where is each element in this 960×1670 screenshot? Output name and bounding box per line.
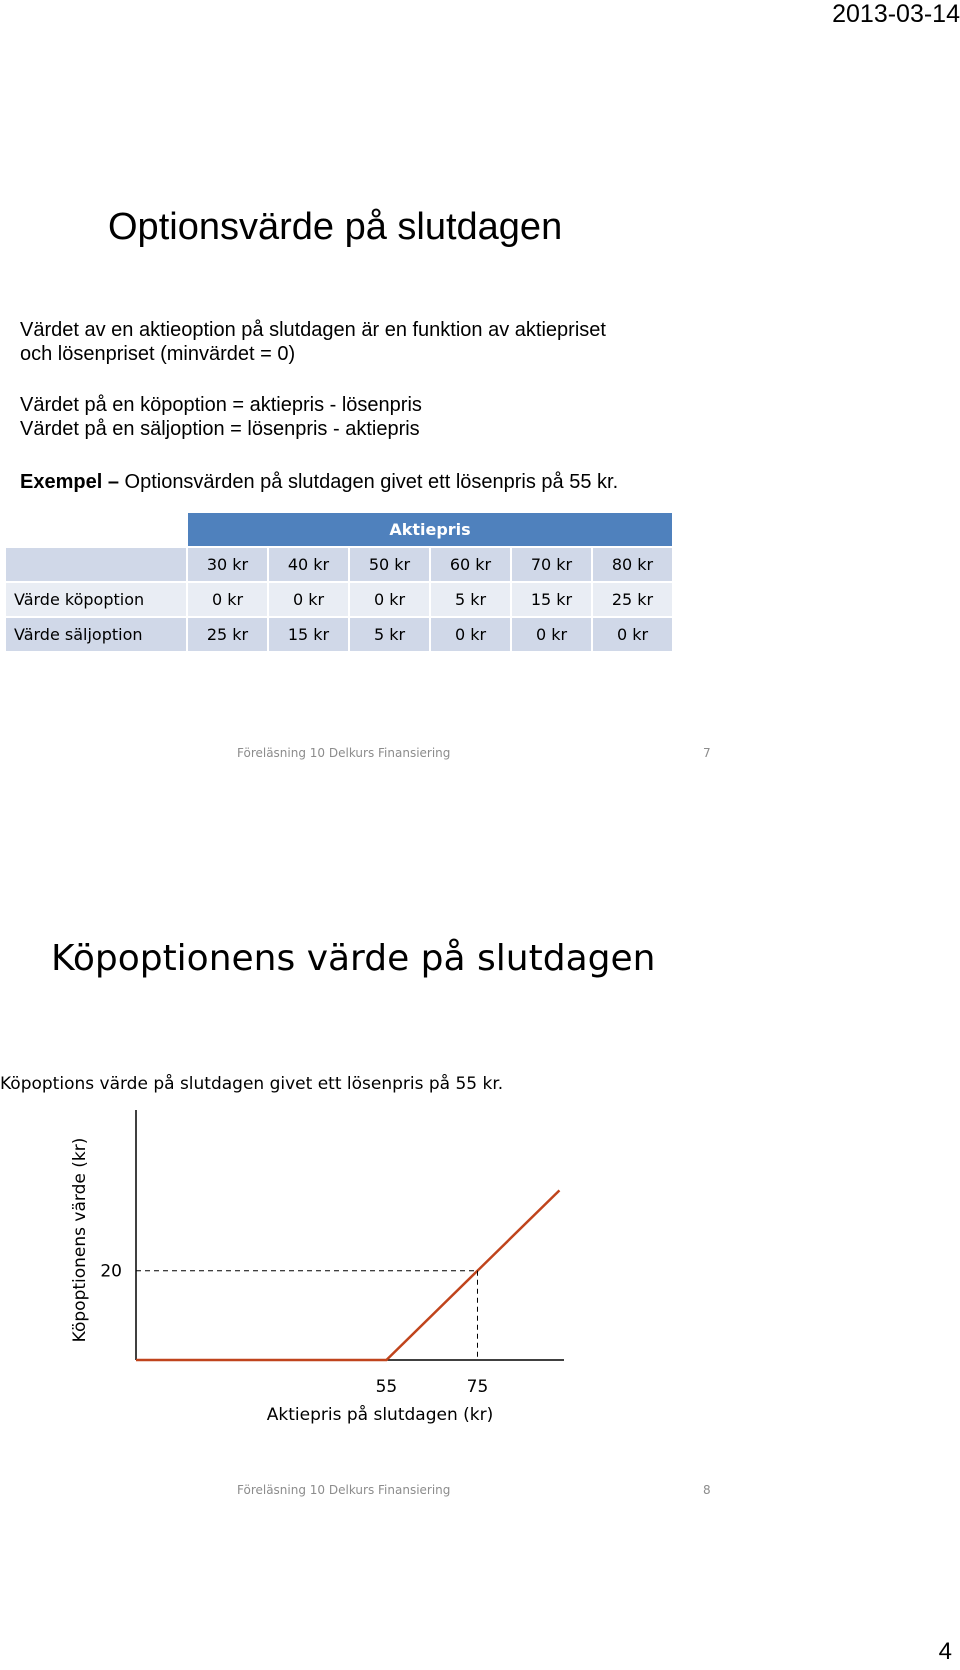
table-cell: 5 kr [430,582,511,617]
column-header: 60 kr [430,547,511,582]
table-header-row [6,547,673,582]
table-corner [6,513,187,547]
slide1-title: Optionsvärde på slutdagen [108,206,563,248]
y-tick-label: 20 [100,1261,122,1282]
slide2-footer: Föreläsning 10 Delkurs Finansiering [237,1483,451,1497]
y-axis-label: Köpoptionens värde (kr) [70,1137,90,1343]
table-header-empty [6,547,187,582]
column-header: 70 kr [511,547,592,582]
table-cell: 0 kr [430,617,511,652]
table-row [6,617,673,652]
example-text: Optionsvärden på slutdagen givet ett lösenpris på 55 kr. [118,471,619,493]
slide2-subtitle: Köpoptions värde på slutdagen givet ett lösenpris på 55 kr. [0,1074,504,1094]
put-formula: Värdet på en säljoption = lösenpris - aktiepris [20,418,420,440]
page-number: 4 [938,1638,952,1665]
table-cell: 15 kr [511,582,592,617]
x-tick-label: 55 [375,1377,398,1397]
slide1-number: 7 [703,746,711,760]
example-line [20,470,618,494]
table-cell: 15 kr [268,617,349,652]
table-cell: 0 kr [187,582,268,617]
table-row [6,582,673,617]
column-header: 40 kr [268,547,349,582]
column-header: 80 kr [592,547,673,582]
paragraph-line: Värdet av en aktieoption på slutdagen är en funktion av aktiepriset [20,319,606,341]
table-cell: 0 kr [592,617,673,652]
example-label: Exempel – [20,471,119,493]
payoff-chart [0,1090,600,1430]
slide1-footer: Föreläsning 10 Delkurs Finansiering [237,746,451,760]
x-tick-label: 75 [466,1377,489,1397]
call-formula: Värdet på en köpoption = aktiepris - lösenpris [20,394,422,416]
option-value-table [6,513,674,653]
row-label: Värde säljoption [6,617,187,652]
payoff-line [136,1190,559,1360]
table-cell: 0 kr [268,582,349,617]
column-header: 50 kr [349,547,430,582]
table-group-header: Aktiepris [187,513,673,547]
slide1-paragraph-1 [20,318,606,366]
document-date: 2013-03-14 [832,0,960,28]
table-cell: 25 kr [187,617,268,652]
table-cell: 5 kr [349,617,430,652]
table-cell: 0 kr [349,582,430,617]
slide2-number: 8 [703,1483,711,1497]
column-header: 30 kr [187,547,268,582]
x-axis-label: Aktiepris på slutdagen (kr) [266,1405,494,1425]
table-cell: 25 kr [592,582,673,617]
slide1-paragraph-2 [20,393,422,441]
paragraph-line: och lösenpriset (minvärdet = 0) [20,343,296,365]
slide2-title: Köpoptionens värde på slutdagen [51,938,656,979]
table-cell: 0 kr [511,617,592,652]
row-label: Värde köpoption [6,582,187,617]
